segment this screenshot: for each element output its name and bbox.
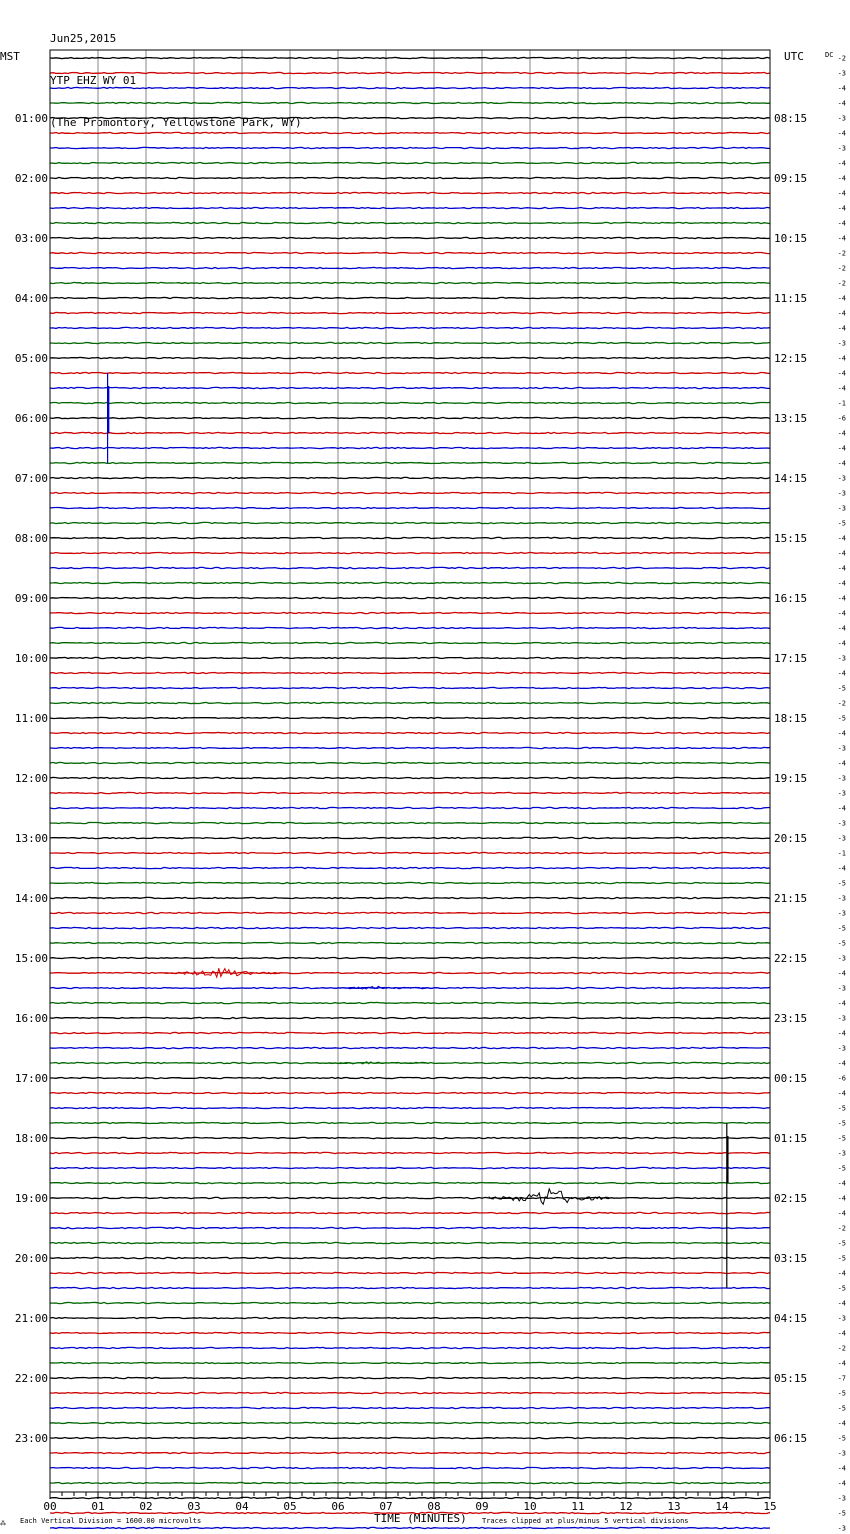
dc-offset-label: -4 bbox=[837, 129, 846, 138]
trace-line bbox=[50, 672, 770, 673]
dc-offset-labels bbox=[838, 55, 846, 1534]
trace-line bbox=[50, 1347, 770, 1348]
dc-offset-label: -4 bbox=[837, 84, 846, 93]
dc-offset-label: -5 bbox=[837, 1254, 846, 1263]
event-wiggle bbox=[163, 968, 283, 977]
trace-line bbox=[50, 117, 770, 118]
right-hour-label: 11:15 bbox=[774, 292, 808, 305]
trace-line bbox=[50, 882, 770, 883]
right-hour-label: 05:15 bbox=[774, 1372, 808, 1385]
dc-offset-label: -4 bbox=[837, 1179, 846, 1188]
dc-offset-label: -2 bbox=[837, 279, 846, 288]
trace-line bbox=[50, 462, 770, 463]
left-hour-label: 16:00 bbox=[14, 1012, 48, 1025]
right-hour-label: 04:15 bbox=[774, 1312, 808, 1325]
dc-offset-label: -3 bbox=[837, 489, 846, 498]
trace-line bbox=[50, 237, 770, 238]
dc-offset-label: -5 bbox=[837, 879, 846, 888]
dc-offset-label: -5 bbox=[837, 684, 846, 693]
trace-line bbox=[50, 747, 770, 748]
dc-offset-label: -4 bbox=[837, 1479, 846, 1488]
trace-line bbox=[50, 1302, 770, 1303]
trace-line bbox=[50, 327, 770, 328]
dc-offset-label: -4 bbox=[837, 804, 846, 813]
trace-line bbox=[50, 792, 770, 793]
dc-offset-label: -3 bbox=[837, 504, 846, 513]
dc-offset-label: -3 bbox=[837, 1524, 846, 1533]
trace-line bbox=[50, 297, 770, 298]
dc-offset-label: -4 bbox=[837, 309, 846, 318]
trace-line bbox=[50, 87, 770, 88]
trace-line bbox=[50, 657, 770, 658]
x-tick-label: 08 bbox=[427, 1500, 441, 1513]
right-hour-label: 12:15 bbox=[774, 352, 808, 365]
right-hour-label: 10:15 bbox=[774, 232, 808, 245]
right-timezone-label: UTC bbox=[784, 50, 804, 63]
trace-line bbox=[50, 1272, 770, 1273]
trace-line bbox=[50, 402, 770, 403]
dc-offset-label: -4 bbox=[837, 624, 846, 633]
trace-line bbox=[50, 312, 770, 313]
dc-offset-label: -5 bbox=[837, 714, 846, 723]
dc-offset-label: -4 bbox=[837, 639, 846, 648]
dc-offset-label: -1 bbox=[837, 399, 846, 408]
dc-offset-label: -5 bbox=[837, 1404, 846, 1413]
dc-offset-label: -4 bbox=[837, 969, 846, 978]
x-tick-label: 11 bbox=[571, 1500, 585, 1513]
dc-offset-label: -5 bbox=[837, 1119, 846, 1128]
trace-line bbox=[50, 942, 770, 943]
trace-line bbox=[50, 927, 770, 928]
dc-offset-label: -5 bbox=[837, 1389, 846, 1398]
dc-offset-label: -4 bbox=[837, 189, 846, 198]
trace-line bbox=[50, 177, 770, 178]
plot-frame bbox=[50, 50, 770, 1492]
dc-offset-label: -4 bbox=[837, 864, 846, 873]
right-hour-label: 14:15 bbox=[774, 472, 808, 485]
trace-line bbox=[50, 897, 770, 898]
dc-offset-label: -4 bbox=[837, 174, 846, 183]
trace-line bbox=[50, 627, 770, 628]
right-hour-label: 06:15 bbox=[774, 1432, 808, 1445]
dc-offset-label: -4 bbox=[837, 1194, 846, 1203]
trace-line bbox=[50, 387, 770, 388]
dc-offset-label: -2 bbox=[837, 264, 846, 273]
left-hour-label: 17:00 bbox=[14, 1072, 48, 1085]
dc-offset-label: -3 bbox=[837, 1149, 846, 1158]
left-hour-label: 19:00 bbox=[14, 1192, 48, 1205]
left-hour-label: 13:00 bbox=[14, 832, 48, 845]
trace-line bbox=[50, 1032, 770, 1033]
dc-offset-label: -3 bbox=[837, 114, 846, 123]
trace-line bbox=[50, 207, 770, 208]
dc-offset-label: -3 bbox=[837, 474, 846, 483]
dc-offset-label: -4 bbox=[837, 669, 846, 678]
trace-line bbox=[50, 1017, 770, 1018]
trace-line bbox=[50, 267, 770, 268]
dc-offset-label: -3 bbox=[837, 69, 846, 78]
left-hour-label: 20:00 bbox=[14, 1252, 48, 1265]
dc-offset-label: -1 bbox=[837, 849, 846, 858]
trace-line bbox=[50, 1182, 770, 1183]
dc-offset-label: -3 bbox=[837, 834, 846, 843]
left-hour-label: 12:00 bbox=[14, 772, 48, 785]
trace-line bbox=[50, 282, 770, 283]
trace-line bbox=[50, 57, 770, 58]
dc-offset-label: -5 bbox=[837, 924, 846, 933]
x-tick-label: 12 bbox=[619, 1500, 633, 1513]
dc-offset-label: -4 bbox=[837, 369, 846, 378]
x-tick-label: 03 bbox=[187, 1500, 201, 1513]
trace-line bbox=[50, 372, 770, 373]
left-hour-label: 08:00 bbox=[14, 532, 48, 545]
right-hour-label: 09:15 bbox=[774, 172, 808, 185]
trace-line bbox=[50, 837, 770, 838]
trace-line bbox=[50, 252, 770, 253]
trace-line bbox=[50, 1482, 770, 1483]
dc-offset-label: -3 bbox=[837, 1494, 846, 1503]
left-hour-label: 22:00 bbox=[14, 1372, 48, 1385]
dc-offset-label: -2 bbox=[837, 699, 846, 708]
dc-offset-label: -4 bbox=[837, 384, 846, 393]
dc-offset-label: -4 bbox=[837, 564, 846, 573]
trace-line bbox=[50, 417, 770, 418]
dc-offset-label: -4 bbox=[837, 444, 846, 453]
trace-line bbox=[50, 777, 770, 778]
dc-offset-label: -4 bbox=[837, 294, 846, 303]
event-wiggle bbox=[489, 1189, 609, 1204]
trace-line bbox=[50, 537, 770, 538]
right-hour-label: 18:15 bbox=[774, 712, 808, 725]
trace-line bbox=[50, 1227, 770, 1228]
trace-line bbox=[50, 567, 770, 568]
dc-offset-label: -4 bbox=[837, 1269, 846, 1278]
left-hour-label: 09:00 bbox=[14, 592, 48, 605]
trace-line bbox=[50, 732, 770, 733]
left-hour-label: 11:00 bbox=[14, 712, 48, 725]
dc-offset-label: -4 bbox=[837, 999, 846, 1008]
trace-line bbox=[50, 612, 770, 613]
dc-offset-label: -4 bbox=[837, 1419, 846, 1428]
left-hour-label: 05:00 bbox=[14, 352, 48, 365]
dc-offset-label: -4 bbox=[837, 1089, 846, 1098]
left-timezone-label: MST bbox=[0, 50, 20, 63]
dc-offset-label: -3 bbox=[837, 894, 846, 903]
left-hour-label: 14:00 bbox=[14, 892, 48, 905]
right-hour-label: 03:15 bbox=[774, 1252, 808, 1265]
trace-line bbox=[50, 1362, 770, 1363]
left-hour-label: 23:00 bbox=[14, 1432, 48, 1445]
corner-mark: ⁂ bbox=[0, 1520, 6, 1527]
right-hour-label: 23:15 bbox=[774, 1012, 808, 1025]
x-tick-label: 07 bbox=[379, 1500, 393, 1513]
x-tick-label: 05 bbox=[283, 1500, 297, 1513]
trace-line bbox=[50, 1257, 770, 1258]
trace-line bbox=[50, 432, 770, 433]
dc-offset-label: -4 bbox=[837, 234, 846, 243]
dc-offset-label: -5 bbox=[837, 1434, 846, 1443]
right-hour-label: 19:15 bbox=[774, 772, 808, 785]
dc-offset-label: -4 bbox=[837, 1299, 846, 1308]
dc-offset-label: -4 bbox=[837, 1209, 846, 1218]
trace-line bbox=[50, 102, 770, 103]
trace-line bbox=[50, 1047, 770, 1048]
dc-offset-label: -5 bbox=[837, 1239, 846, 1248]
x-tick-label: 00 bbox=[43, 1500, 57, 1513]
trace-line bbox=[50, 1092, 770, 1093]
x-tick-label: 06 bbox=[331, 1500, 345, 1513]
x-tick-label: 04 bbox=[235, 1500, 249, 1513]
trace-line bbox=[50, 1437, 770, 1438]
left-hour-labels bbox=[15, 112, 48, 1445]
right-hour-label: 08:15 bbox=[774, 112, 808, 125]
left-hour-label: 10:00 bbox=[14, 652, 48, 665]
x-axis-ticks bbox=[43, 1492, 776, 1513]
trace-line bbox=[50, 582, 770, 583]
trace-line bbox=[50, 1137, 770, 1138]
scale-note: Each Vertical Division = 1600.00 microvolts bbox=[20, 1517, 202, 1525]
trace-line bbox=[50, 1167, 770, 1168]
trace-line bbox=[50, 447, 770, 448]
dc-offset-label: -4 bbox=[837, 534, 846, 543]
dc-offset-label: -2 bbox=[837, 54, 846, 63]
trace-line bbox=[50, 597, 770, 598]
dc-offset-label: -4 bbox=[837, 1029, 846, 1038]
trace-line bbox=[50, 912, 770, 913]
trace-line bbox=[50, 717, 770, 718]
trace-line bbox=[50, 972, 770, 973]
right-hour-label: 01:15 bbox=[774, 1132, 808, 1145]
trace-line bbox=[50, 1152, 770, 1153]
dc-offset-label: -4 bbox=[837, 459, 846, 468]
left-hour-label: 01:00 bbox=[14, 112, 48, 125]
trace-line bbox=[50, 492, 770, 493]
dc-offset-label: -4 bbox=[837, 1329, 846, 1338]
trace-line bbox=[50, 957, 770, 958]
trace-line bbox=[50, 1287, 770, 1288]
trace-line bbox=[50, 1497, 770, 1498]
right-hour-label: 02:15 bbox=[774, 1192, 808, 1205]
dc-offset-label: -5 bbox=[837, 1164, 846, 1173]
trace-line bbox=[50, 642, 770, 643]
trace-line bbox=[50, 477, 770, 478]
right-hour-label: 20:15 bbox=[774, 832, 808, 845]
left-hour-label: 04:00 bbox=[14, 292, 48, 305]
x-tick-label: 14 bbox=[715, 1500, 729, 1513]
trace-line bbox=[50, 1317, 770, 1318]
trace-line bbox=[50, 342, 770, 343]
dc-offset-label: -2 bbox=[837, 1224, 846, 1233]
trace-line bbox=[50, 687, 770, 688]
trace-line bbox=[50, 1212, 770, 1213]
trace-line bbox=[50, 147, 770, 148]
dc-offset-label: -6 bbox=[837, 414, 846, 423]
trace-line bbox=[50, 1077, 770, 1078]
x-tick-label: 13 bbox=[667, 1500, 681, 1513]
seismic-events bbox=[108, 373, 728, 1288]
dc-offset-label: -5 bbox=[837, 1284, 846, 1293]
trace-line bbox=[50, 357, 770, 358]
dc-header-label: DC bbox=[825, 51, 834, 59]
x-tick-label: 09 bbox=[475, 1500, 489, 1513]
trace-line bbox=[50, 702, 770, 703]
trace-line bbox=[50, 1002, 770, 1003]
dc-offset-label: -4 bbox=[837, 1359, 846, 1368]
dc-offset-label: -6 bbox=[837, 1074, 846, 1083]
dc-offset-label: -3 bbox=[837, 1449, 846, 1458]
trace-line bbox=[50, 1332, 770, 1333]
date-label: Jun25,2015 bbox=[50, 32, 117, 45]
dc-offset-label: -3 bbox=[837, 1014, 846, 1023]
dc-offset-label: -5 bbox=[837, 1134, 846, 1143]
dc-offset-label: -4 bbox=[837, 1464, 846, 1473]
dc-offset-label: -4 bbox=[837, 549, 846, 558]
dc-offset-label: -3 bbox=[837, 1314, 846, 1323]
trace-line bbox=[50, 1392, 770, 1393]
dc-offset-label: -4 bbox=[837, 429, 846, 438]
right-hour-labels bbox=[774, 112, 807, 1445]
trace-line bbox=[50, 1242, 770, 1243]
trace-line bbox=[50, 1107, 770, 1108]
dc-offset-label: -4 bbox=[837, 219, 846, 228]
right-hour-label: 00:15 bbox=[774, 1072, 808, 1085]
left-hour-label: 02:00 bbox=[14, 172, 48, 185]
location-label: (The Promontory, Yellowstone Park, WY) bbox=[50, 116, 302, 129]
trace-line bbox=[50, 507, 770, 508]
dc-offset-label: -5 bbox=[837, 1104, 846, 1113]
dc-offset-label: -5 bbox=[837, 939, 846, 948]
dc-offset-label: -5 bbox=[837, 519, 846, 528]
left-hour-label: 18:00 bbox=[14, 1132, 48, 1145]
trace-line bbox=[50, 1407, 770, 1408]
trace-line bbox=[50, 192, 770, 193]
dc-offset-label: -4 bbox=[837, 204, 846, 213]
trace-line bbox=[50, 72, 770, 73]
dc-offset-label: -4 bbox=[837, 354, 846, 363]
trace-line bbox=[50, 762, 770, 763]
trace-line bbox=[50, 807, 770, 808]
x-tick-label: 02 bbox=[139, 1500, 153, 1513]
trace-line bbox=[50, 552, 770, 553]
right-hour-label: 21:15 bbox=[774, 892, 808, 905]
trace-line bbox=[50, 1422, 770, 1423]
dc-offset-label: -4 bbox=[837, 1059, 846, 1068]
dc-offset-label: -4 bbox=[837, 99, 846, 108]
trace-line bbox=[50, 1527, 770, 1528]
clip-note: Traces clipped at plus/minus 5 vertical divisions bbox=[482, 1517, 689, 1525]
dc-offset-label: -2 bbox=[837, 1344, 846, 1353]
seismic-traces bbox=[50, 57, 770, 1534]
trace-line bbox=[50, 1122, 770, 1123]
dc-offset-label: -3 bbox=[837, 774, 846, 783]
left-hour-label: 07:00 bbox=[14, 472, 48, 485]
dc-offset-label: -4 bbox=[837, 729, 846, 738]
dc-offset-label: -4 bbox=[837, 324, 846, 333]
x-tick-label: 15 bbox=[763, 1500, 777, 1513]
trace-line bbox=[50, 1467, 770, 1468]
left-hour-label: 03:00 bbox=[14, 232, 48, 245]
dc-offset-label: -3 bbox=[837, 789, 846, 798]
dc-offset-label: -3 bbox=[837, 1044, 846, 1053]
dc-offset-label: -3 bbox=[837, 339, 846, 348]
right-hour-label: 22:15 bbox=[774, 952, 808, 965]
trace-line bbox=[50, 852, 770, 853]
trace-line bbox=[50, 1197, 770, 1198]
trace-line bbox=[50, 522, 770, 523]
right-hour-label: 17:15 bbox=[774, 652, 808, 665]
dc-offset-label: -3 bbox=[837, 744, 846, 753]
station-label: YTP EHZ WY 01 bbox=[50, 74, 137, 87]
x-tick-label: 10 bbox=[523, 1500, 537, 1513]
dc-offset-label: -3 bbox=[837, 909, 846, 918]
trace-line bbox=[50, 1377, 770, 1378]
trace-line bbox=[50, 867, 770, 868]
dc-offset-label: -3 bbox=[837, 984, 846, 993]
trace-line bbox=[50, 132, 770, 133]
x-tick-label: 01 bbox=[91, 1500, 105, 1513]
dc-offset-label: -3 bbox=[837, 654, 846, 663]
x-axis-title: TIME (MINUTES) bbox=[374, 1512, 467, 1525]
dc-offset-label: -4 bbox=[837, 579, 846, 588]
dc-offset-label: -5 bbox=[837, 1509, 846, 1518]
dc-offset-label: -2 bbox=[837, 249, 846, 258]
dc-offset-label: -3 bbox=[837, 954, 846, 963]
trace-line bbox=[50, 222, 770, 223]
right-hour-label: 16:15 bbox=[774, 592, 808, 605]
trace-line bbox=[50, 1452, 770, 1453]
dc-offset-label: -4 bbox=[837, 609, 846, 618]
left-hour-label: 06:00 bbox=[14, 412, 48, 425]
dc-offset-label: -4 bbox=[837, 759, 846, 768]
trace-line bbox=[50, 162, 770, 163]
vertical-gridlines bbox=[98, 50, 722, 1492]
dc-offset-label: -7 bbox=[837, 1374, 846, 1383]
dc-offset-label: -3 bbox=[837, 819, 846, 828]
dc-offset-label: -3 bbox=[837, 144, 846, 153]
right-hour-label: 15:15 bbox=[774, 532, 808, 545]
left-hour-label: 21:00 bbox=[14, 1312, 48, 1325]
right-hour-label: 13:15 bbox=[774, 412, 808, 425]
left-hour-label: 15:00 bbox=[14, 952, 48, 965]
dc-offset-label: -4 bbox=[837, 594, 846, 603]
trace-line bbox=[50, 822, 770, 823]
dc-offset-label: -4 bbox=[837, 159, 846, 168]
